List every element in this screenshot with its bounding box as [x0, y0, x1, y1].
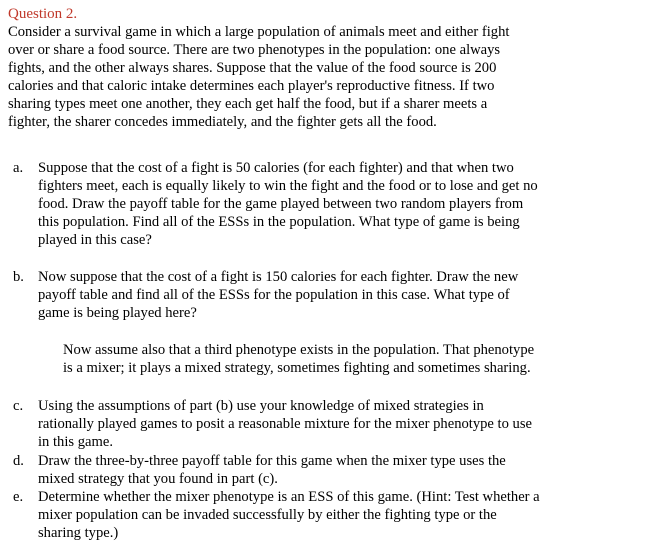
part-b-line: payoff table and find all of the ESSs for the population in this case. What type of	[38, 287, 510, 303]
part-e-marker: e.	[13, 489, 24, 505]
intro-line: over or share a food source. There are two phenotypes in the population: one always	[8, 42, 501, 58]
part-c-marker: c.	[13, 398, 24, 414]
part-e-text	[38, 488, 540, 542]
part-e-line: sharing type.)	[38, 525, 119, 541]
part-d-text	[38, 452, 506, 488]
part-c-line: Using the assumptions of part (b) use your knowledge of mixed strategies in	[38, 398, 484, 414]
part-a-line: food. Draw the payoff table for the game played between two random players from	[38, 196, 524, 212]
part-e-line: mixer population can be invaded successfully by either the fighting type or the	[38, 507, 497, 523]
part-c-text	[38, 397, 532, 451]
part-d-line: mixed strategy that you found in part (c).	[38, 471, 278, 487]
part-b-line: game is being played here?	[38, 305, 197, 321]
note-line: is a mixer; it plays a mixed strategy, sometimes fighting and sometimes sharing.	[63, 360, 531, 376]
intro-line: Consider a survival game in which a large population of animals meet and either fight	[8, 24, 510, 40]
question-intro	[8, 23, 653, 131]
part-d-marker: d.	[13, 453, 24, 469]
mixer-note	[63, 341, 534, 377]
part-c-line: in this game.	[38, 434, 113, 450]
part-d-line: Draw the three-by-three payoff table for this game when the mixer type uses the	[38, 453, 506, 469]
part-b-text	[38, 268, 518, 322]
part-a-line: fighters meet, each is equally likely to win the fight and the food or to lose and get no	[38, 178, 538, 194]
part-a-line: this population. Find all of the ESSs in the population. What type of game is being	[38, 214, 520, 230]
part-b-line: Now suppose that the cost of a fight is 150 calories for each fighter. Draw the new	[38, 269, 519, 285]
note-line: Now assume also that a third phenotype exists in the population. That phenotype	[63, 342, 535, 358]
part-c-line: rationally played games to posit a reasonable mixture for the mixer phenotype to use	[38, 416, 533, 432]
question-title: Question 2.	[8, 6, 78, 22]
part-e-line: Determine whether the mixer phenotype is an ESS of this game. (Hint: Test whether a	[38, 489, 540, 505]
part-a-line: Suppose that the cost of a fight is 50 calories (for each fighter) and that when two	[38, 160, 514, 176]
intro-line: calories and that caloric intake determines each player's reproductive fitness. If two	[8, 78, 495, 94]
part-b-marker: b.	[13, 269, 24, 285]
intro-line: fights, and the other always shares. Suppose that the value of the food source is 200	[8, 60, 497, 76]
intro-line: fighter, the sharer concedes immediately, and the fighter gets all the food.	[8, 114, 437, 130]
part-a-text	[38, 159, 538, 249]
intro-line: sharing types meet one another, they each get half the food, but if a sharer meets a	[8, 96, 488, 112]
part-a-marker: a.	[13, 160, 24, 176]
part-a-line: played in this case?	[38, 232, 152, 248]
